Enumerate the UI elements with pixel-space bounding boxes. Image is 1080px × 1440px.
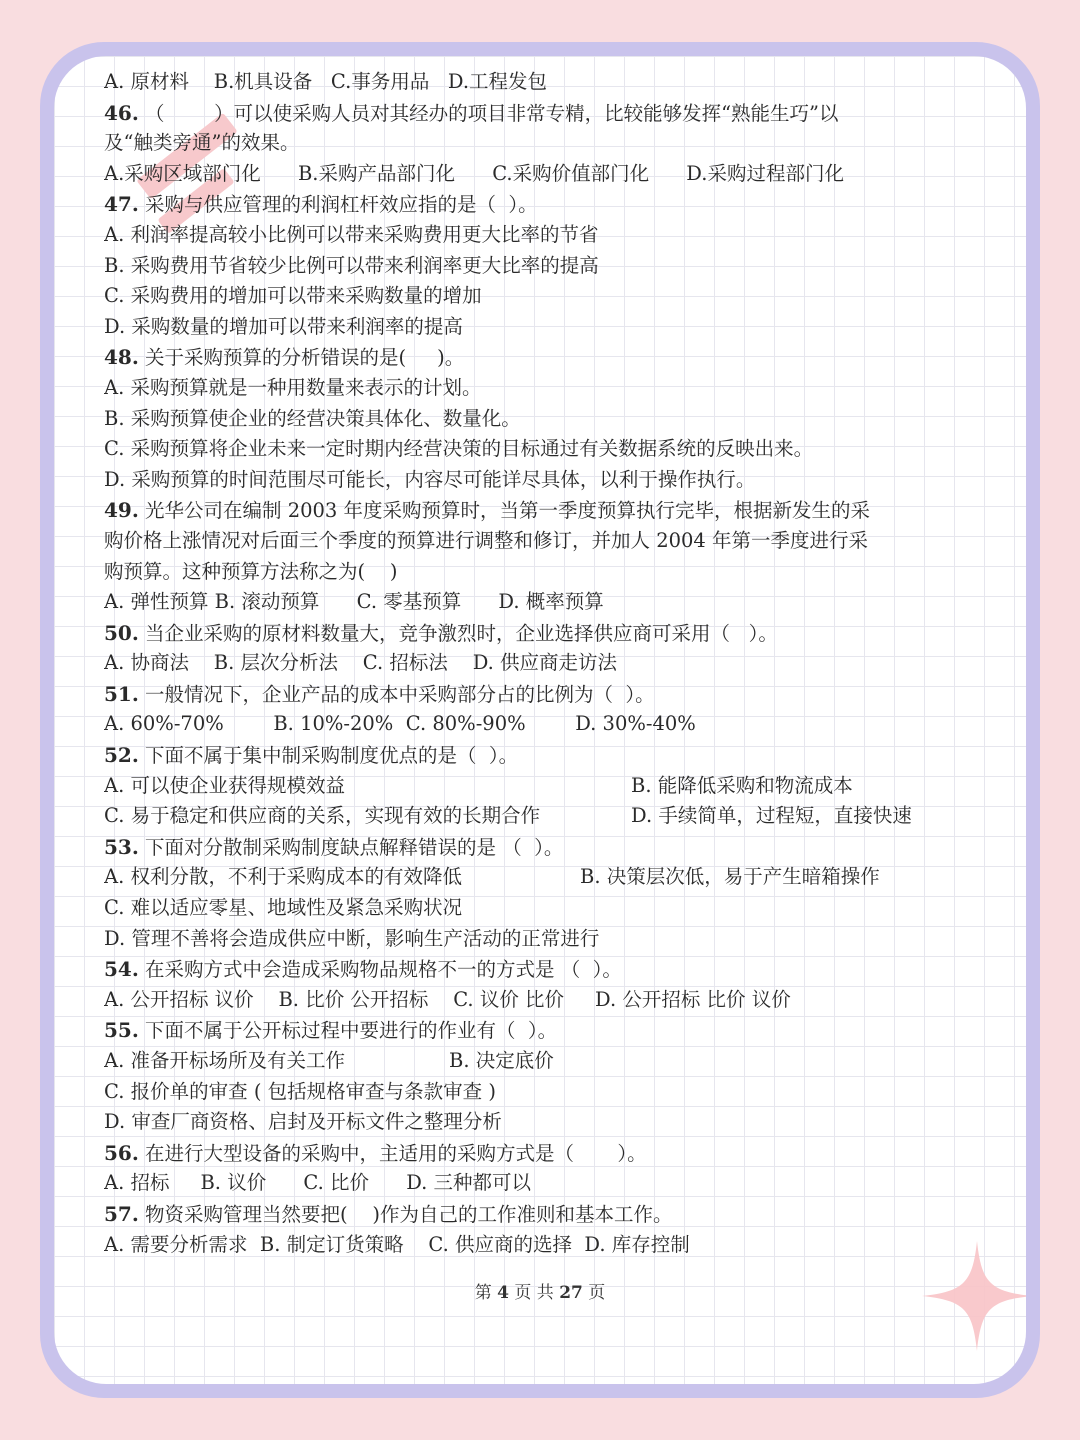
text-line: D. 采购数量的增加可以带来利润率的提高: [104, 314, 463, 338]
text-line: 购预算。这种预算方法称之为( ): [104, 559, 398, 583]
footer-prefix: 第: [474, 1283, 498, 1303]
question-stem: [104, 1199, 984, 1230]
footer-suffix: 页: [582, 1283, 606, 1303]
question-stem: [104, 1015, 984, 1046]
question-text: 下面对分散制采购制度缺点解释错误的是 （ ）。: [138, 835, 564, 859]
option-row: A. 原材料 B.机具设备 C.事务用品 D.工程发包: [104, 70, 548, 93]
question-number: 56.: [104, 1140, 139, 1165]
text-line: C. 采购费用的增加可以带来采购数量的增加: [104, 284, 482, 308]
text-line: C. 采购预算将企业未来一定时期内经营决策的目标通过有关数据系统的反映出来。: [104, 437, 814, 461]
option-row: A. 协商法 B. 层次分析法 C. 招标法 D. 供应商走访法: [104, 651, 618, 675]
question-stem: [104, 342, 984, 373]
question-text: 物资采购管理当然要把( )作为自己的工作准则和基本工作。: [138, 1202, 673, 1226]
option-row: [104, 862, 984, 893]
question-number: 49.: [104, 498, 139, 523]
option-left: C. 易于稳定和供应商的关系，实现有效的长期合作: [104, 804, 541, 828]
option-row: A.采购区域部门化 B.采购产品部门化 C.采购价值部门化 D.采购过程部门化: [104, 161, 844, 185]
question-stem: [104, 618, 984, 649]
option-right: B. 能降低采购和物流成本: [631, 773, 853, 797]
question-text: （ ）可以使采购人员对其经办的项目非常专精，比较能够发挥“熟能生巧”以: [138, 101, 839, 125]
option-left: A. 权利分散，不利于采购成本的有效降低: [104, 865, 462, 889]
text-line: C. 报价单的审查 ( 包括规格审查与条款审查 ): [104, 1079, 496, 1103]
text-line: 购价格上涨情况对后面三个季度的预算进行调整和修订，并加人 2004 年第一季度进行采: [104, 528, 869, 552]
text-line: A. 利润率提高较小比例可以带来采购费用更大比率的节省: [104, 222, 599, 246]
option-right: B. 决定底价: [449, 1049, 554, 1072]
question-number: 47.: [104, 192, 139, 217]
text-line: D. 采购预算的时间范围尽可能长，内容尽可能详尽具体，以利于操作执行。: [104, 467, 756, 491]
question-number: 54.: [104, 957, 139, 982]
question-text: 光华公司在编制 2003 年度采购预算时，当第一季度预算执行完毕，根据新发生的采: [138, 499, 871, 523]
option-row: A. 60%-70% B. 10%-20% C. 80%-90% D. 30%-40%: [104, 712, 696, 736]
question-text: 下面不属于公开标过程中要进行的作业有（ ）。: [138, 1019, 558, 1043]
option-row: A. 需要分析需求 B. 制定订货策略 C. 供应商的选择 D. 库存控制: [104, 1232, 690, 1256]
question-text: 采购与供应管理的利润杠杆效应指的是（ ）。: [138, 193, 538, 217]
question-stem: [104, 679, 984, 710]
question-stem: [104, 832, 984, 863]
text-line: A. 采购预算就是一种用数量来表示的计划。: [104, 375, 482, 399]
text-line: B. 采购预算使企业的经营决策具体化、数量化。: [104, 406, 521, 430]
question-number: 46.: [104, 100, 139, 125]
option-row: [104, 801, 984, 832]
question-number: 57.: [104, 1201, 139, 1226]
current-page-number: 4: [497, 1283, 509, 1303]
question-text: 在采购方式中会造成采购物品规格不一的方式是 （ ）。: [138, 958, 622, 982]
question-stem: [104, 740, 984, 771]
question-stem: [104, 954, 984, 985]
question-number: 55.: [104, 1018, 139, 1043]
question-text: 关于采购预算的分析错误的是( )。: [138, 346, 465, 370]
option-row: [104, 771, 984, 802]
page-footer: [0, 1278, 1080, 1303]
question-stem: [104, 495, 984, 526]
option-row: A. 招标 B. 议价 C. 比价 D. 三种都可以: [104, 1171, 532, 1195]
question-text: 下面不属于集中制采购制度优点的是（ ）。: [138, 744, 519, 768]
option-row: A. 公开招标 议价 B. 比价 公开招标 C. 议价 比价 D. 公开招标 比价 议价: [104, 987, 791, 1011]
footer-middle: 页 共: [508, 1283, 560, 1303]
option-left: A. 可以使企业获得规模效益: [104, 773, 345, 797]
question-text: 一般情况下，企业产品的成本中采购部分占的比例为（ ）。: [138, 682, 655, 706]
question-stem: [104, 98, 984, 129]
option-row: A. 弹性预算 B. 滚动预算 C. 零基预算 D. 概率预算: [104, 590, 604, 614]
question-number: 50.: [104, 620, 139, 645]
text-line: D. 管理不善将会造成供应中断，影响生产活动的正常进行: [104, 926, 600, 950]
option-right: D. 手续简单，过程短，直接快速: [631, 804, 912, 828]
question-text: 当企业采购的原材料数量大，竞争激烈时，企业选择供应商可采用（ ）。: [138, 621, 778, 645]
option-row: [104, 1046, 984, 1077]
question-stem: [104, 1138, 984, 1169]
question-number: 48.: [104, 345, 139, 370]
text-line: B. 采购费用节省较少比例可以带来利润率更大比率的提高: [104, 253, 599, 277]
text-line: 及“触类旁通”的效果。: [104, 131, 300, 155]
question-stem: [104, 189, 984, 220]
total-page-count: 27: [559, 1283, 583, 1303]
question-number: 53.: [104, 834, 139, 859]
option-left: A. 准备开标场所及有关工作: [104, 1049, 345, 1072]
question-number: 51.: [104, 681, 139, 706]
question-number: 52.: [104, 743, 139, 768]
option-right: B. 决策层次低，易于产生暗箱操作: [580, 865, 880, 889]
question-text: 在进行大型设备的采购中，主适用的采购方式是（ ）。: [138, 1141, 647, 1165]
text-line: D. 审查厂商资格、启封及开标文件之整理分析: [104, 1110, 502, 1134]
question-list: [104, 67, 984, 1260]
text-line: C. 难以适应零星、地域性及紧急采购状况: [104, 896, 463, 920]
